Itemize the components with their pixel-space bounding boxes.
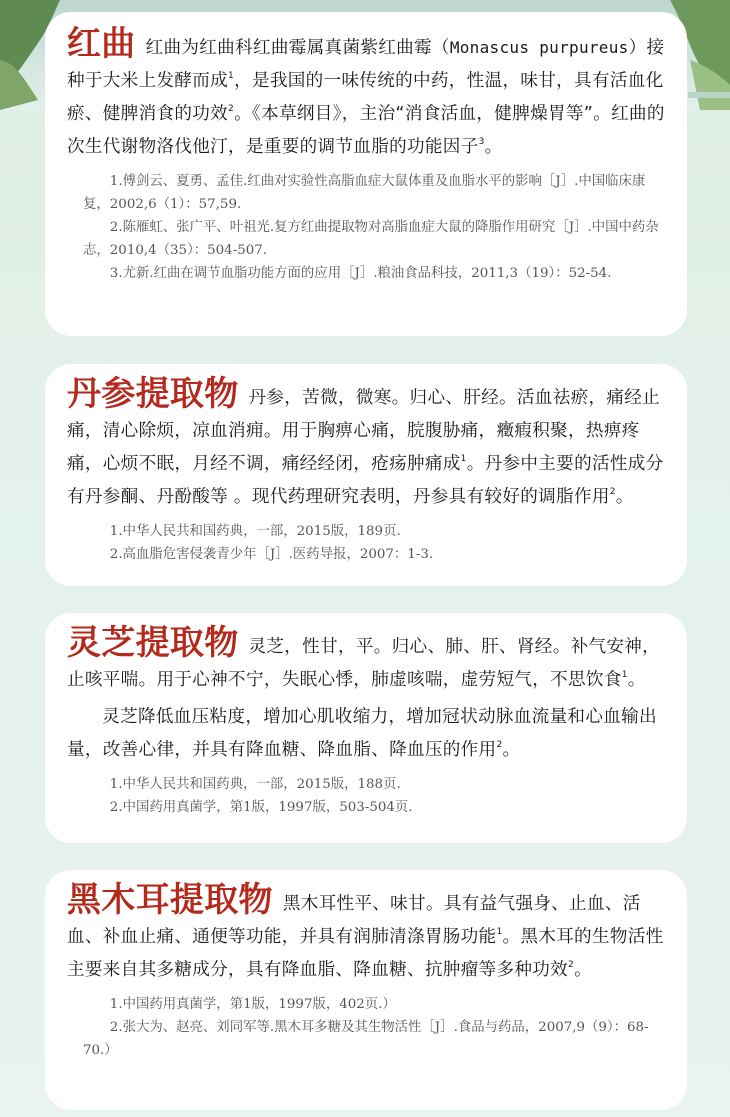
reference-item: 1.中国药用真菌学，第1版，1997版，402页.）: [109, 997, 396, 1012]
section-title: 灵芝提取物: [67, 623, 239, 663]
text-segment: 。: [627, 670, 646, 690]
section-paragraph: [45, 623, 687, 697]
section-title: 丹参提取物: [67, 374, 239, 414]
text-segment: 红曲为红曲科红曲霉属真菌紫红曲霉（: [145, 38, 450, 58]
text-segment: 。丹参中主要的活性成分有丹参酮、丹酚酸等 。现代药理研究表明，丹参具有较好的调脂作用: [67, 454, 664, 507]
citation-marker: 2: [609, 487, 616, 497]
reference-item: 1.中华人民共和国药典，一部，2015版，188页.: [109, 777, 401, 792]
reference-item: 2.中国药用真菌学，第1版，1997版，503-504页.: [109, 800, 413, 815]
text-segment: 。: [484, 137, 503, 157]
section-paragraph: [45, 374, 687, 514]
reference-item: 2.高血脂危害侵袭青少年［J］.医药导报，2007：1-3.: [109, 547, 434, 562]
section-paragraph: [45, 880, 687, 987]
section-content: [45, 24, 687, 285]
section-card-hongqu: [45, 12, 687, 336]
section-paragraph: [45, 24, 687, 164]
text-segment: 。: [502, 740, 521, 760]
section-card-heimuer: [45, 870, 687, 1110]
text-segment: 。《本草纲目》，主治“消食活血，健脾燥胃等”。红曲的次生代谢物洛伐他汀，是重要的调节血脂的功能因子: [67, 104, 665, 157]
section-title: 黑木耳提取物: [67, 880, 273, 920]
reference-item: 1.傅剑云、夏勇、孟佳.红曲对实验性高脂血症大鼠体重及血脂水平的影响［J］.中国临床康复，2002,6（1）：57,59.: [83, 174, 646, 212]
reference-list: [45, 170, 687, 285]
text-segment: 。: [615, 487, 634, 507]
citation-marker: 1: [460, 454, 467, 464]
reference-list: [45, 520, 687, 566]
reference-item: 1.中华人民共和国药典，一部，2015版，189页.: [109, 524, 401, 539]
citation-marker: 1: [621, 670, 628, 680]
reference-item: 2.张大为、赵亮、刘同军等.黑木耳多糖及其生物活性［J］.食品与药品，2007,9（9）：68-70.）: [83, 1020, 649, 1058]
text-segment: 。: [574, 960, 592, 980]
latin-name: Monascus purpureus: [449, 38, 629, 57]
text-segment: 黑木耳性平、味甘。具有益气强身、止血、活血、补血止痛、通便等功能，并具有润肺清涤胃肠功能: [67, 894, 641, 947]
section-content: [45, 374, 687, 566]
citation-marker: 3: [478, 137, 485, 147]
section-title: 红曲: [67, 24, 136, 64]
citation-marker: 1: [228, 71, 235, 81]
citation-marker: 2: [228, 104, 235, 114]
text-segment: 。黑木耳的生物活性主要来自其多糖成分，具有降血脂、降血糖、抗肿瘤等多种功效: [67, 927, 664, 980]
citation-marker: 2: [496, 740, 503, 750]
section-paragraph: [45, 701, 687, 767]
section-content: [45, 880, 687, 1062]
section-content: [45, 623, 687, 819]
reference-item: 3.尤新.红曲在调节血脂功能方面的应用［J］.粮油食品科技，2011,3（19）：52-54.: [109, 266, 612, 281]
citation-marker: 1: [496, 927, 503, 937]
text-segment: ）接种于大米上发酵而成: [67, 38, 665, 91]
section-card-danshen: [45, 364, 687, 586]
text-segment: ，是我国的一味传统的中药，性温，味甘，具有活血化瘀、健脾消食的功效: [67, 71, 664, 124]
reference-item: 2.陈雁虹、张广平、叶祖光.复方红曲提取物对高脂血症大鼠的降脂作用研究［J］.中国中药杂志，2010,4（35）：504-507.: [83, 220, 659, 258]
text-segment: 灵芝，性甘，平。归心、肺、肝、肾经。补气安神，止咳平喘。用于心神不宁，失眠心悸，肺虚咳喘，虚劳短气，不思饮食: [67, 637, 661, 690]
citation-marker: 2: [568, 960, 575, 970]
reference-list: [45, 773, 687, 819]
text-segment: 灵芝降低血压粘度，增加心肌收缩力，增加冠状动脉血流量和心血输出量，改善心律，并具有降血糖、降血脂、降血压的作用: [67, 707, 657, 760]
section-card-lingzhi: [45, 613, 687, 843]
text-segment: 丹参，苦微，微寒。归心、肝经。活血祛瘀，痛经止痛，清心除烦，凉血消痈。用于胸痹心痛，脘腹胁痛，癥瘕积聚，热痹疼痛，心烦不眠，月经不调，痛经经闭，疮疡肿痛成: [67, 388, 661, 474]
reference-list: [45, 993, 687, 1062]
